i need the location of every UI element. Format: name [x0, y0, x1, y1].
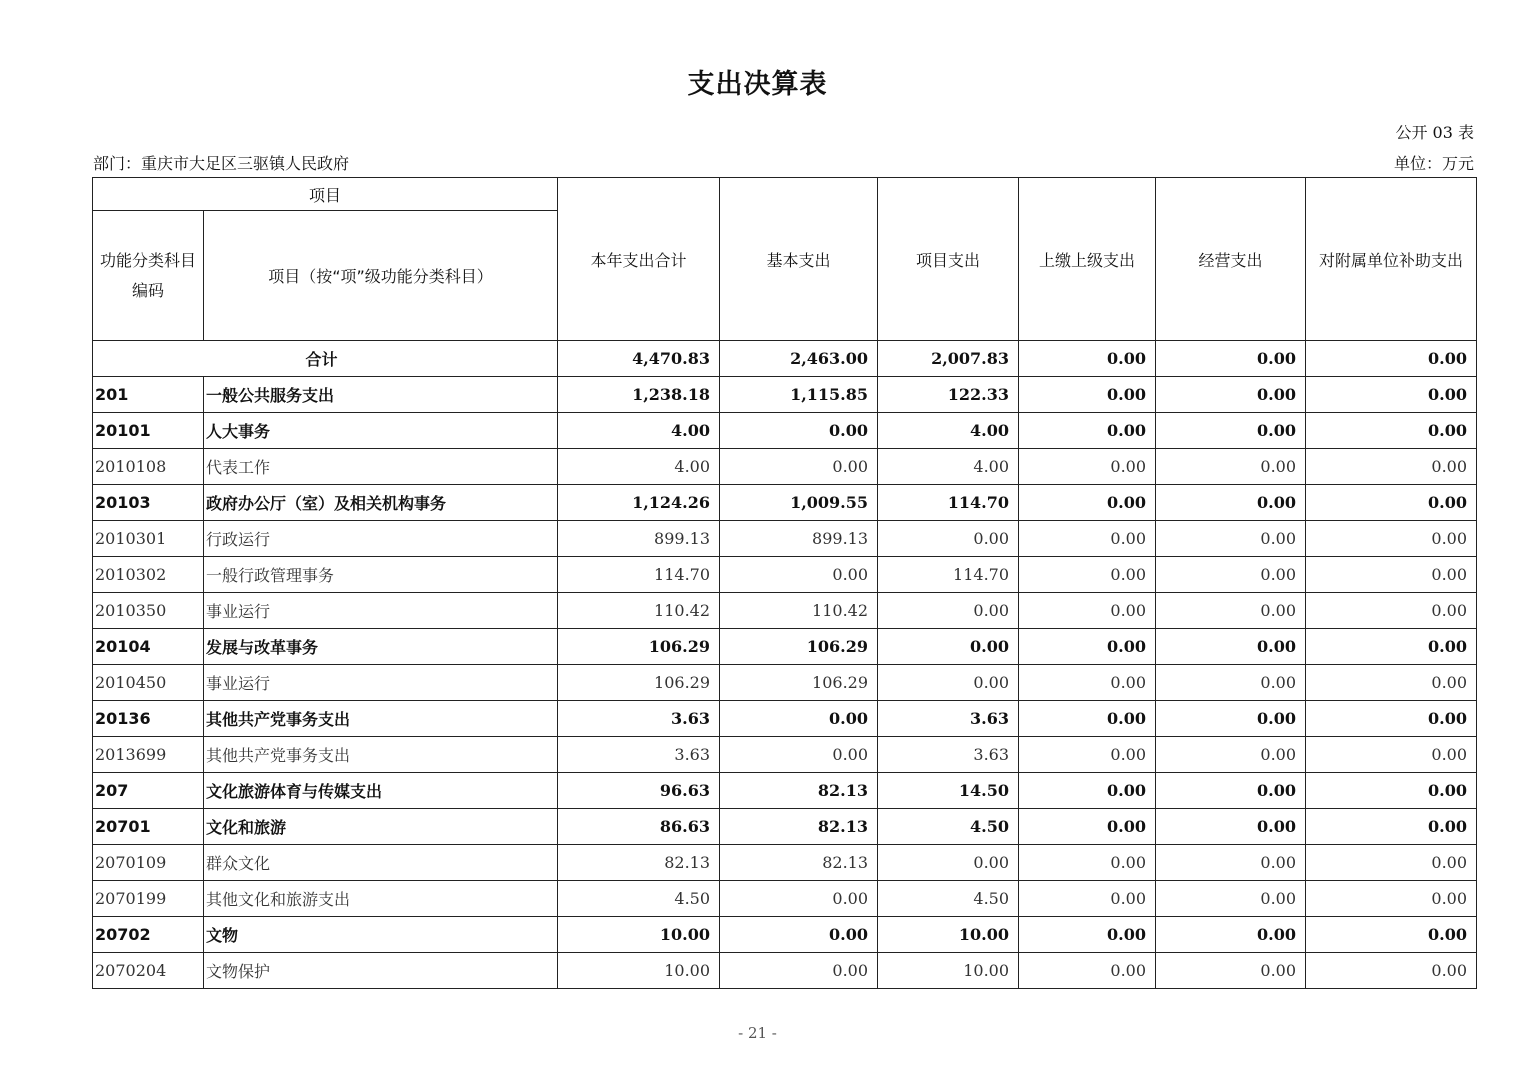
- business-cell: 0.00: [1156, 449, 1306, 485]
- project-cell: 0.00: [878, 629, 1019, 665]
- header-upper: 上缴上级支出: [1019, 178, 1156, 341]
- basic-cell: 0.00: [720, 701, 878, 737]
- business-cell: 0.00: [1156, 557, 1306, 593]
- project-cell: 4.00: [878, 413, 1019, 449]
- business-cell: 0.00: [1156, 521, 1306, 557]
- item-name-cell: 事业运行: [204, 665, 558, 701]
- basic-cell: 0.00: [720, 917, 878, 953]
- upper-cell: 0.00: [1019, 701, 1156, 737]
- table-row: [93, 953, 1477, 989]
- subsidy-cell: 0.00: [1306, 953, 1477, 989]
- upper-cell: 0.00: [1019, 341, 1156, 377]
- header-code: 功能分类科目编码: [93, 211, 204, 341]
- subsidy-cell: 0.00: [1306, 665, 1477, 701]
- table-row: [93, 737, 1477, 773]
- code-cell: 2070199: [93, 881, 204, 917]
- upper-cell: 0.00: [1019, 953, 1156, 989]
- upper-cell: 0.00: [1019, 521, 1156, 557]
- item-name-cell: 文化旅游体育与传媒支出: [204, 773, 558, 809]
- basic-cell: 0.00: [720, 449, 878, 485]
- item-name-cell: 发展与改革事务: [204, 629, 558, 665]
- total-cell: 106.29: [558, 629, 720, 665]
- code-cell: 2010350: [93, 593, 204, 629]
- item-name-cell: 其他共产党事务支出: [204, 701, 558, 737]
- project-cell: 2,007.83: [878, 341, 1019, 377]
- project-cell: 14.50: [878, 773, 1019, 809]
- business-cell: 0.00: [1156, 485, 1306, 521]
- total-cell: 3.63: [558, 737, 720, 773]
- header-basic: 基本支出: [720, 178, 878, 341]
- code-cell: 2010450: [93, 665, 204, 701]
- subsidy-cell: 0.00: [1306, 773, 1477, 809]
- project-cell: 10.00: [878, 917, 1019, 953]
- upper-cell: 0.00: [1019, 557, 1156, 593]
- item-name-cell: 代表工作: [204, 449, 558, 485]
- project-cell: 4.50: [878, 809, 1019, 845]
- code-cell: 207: [93, 773, 204, 809]
- department-label: 部门：重庆市大足区三驱镇人民政府: [93, 154, 350, 173]
- business-cell: 0.00: [1156, 773, 1306, 809]
- code-cell: 2010108: [93, 449, 204, 485]
- upper-cell: 0.00: [1019, 485, 1156, 521]
- expenditure-table: [92, 177, 1477, 989]
- table-header: [93, 178, 1477, 341]
- total-cell: 1,124.26: [558, 485, 720, 521]
- basic-cell: 1,009.55: [720, 485, 878, 521]
- business-cell: 0.00: [1156, 881, 1306, 917]
- total-cell: 4,470.83: [558, 341, 720, 377]
- basic-cell: 2,463.00: [720, 341, 878, 377]
- page-title: 支出决算表: [687, 69, 828, 100]
- basic-cell: 106.29: [720, 629, 878, 665]
- business-cell: 0.00: [1156, 701, 1306, 737]
- business-cell: 0.00: [1156, 413, 1306, 449]
- basic-cell: 0.00: [720, 881, 878, 917]
- table-row: [93, 665, 1477, 701]
- total-cell: 82.13: [558, 845, 720, 881]
- table-row: [93, 629, 1477, 665]
- table-row: [93, 881, 1477, 917]
- total-cell: 4.00: [558, 413, 720, 449]
- total-cell: 1,238.18: [558, 377, 720, 413]
- header-subsidy: 对附属单位补助支出: [1306, 178, 1477, 341]
- upper-cell: 0.00: [1019, 773, 1156, 809]
- upper-cell: 0.00: [1019, 737, 1156, 773]
- code-cell: 20701: [93, 809, 204, 845]
- unit-label: 单位：万元: [1393, 154, 1474, 173]
- table-row: [93, 449, 1477, 485]
- business-cell: 0.00: [1156, 917, 1306, 953]
- upper-cell: 0.00: [1019, 917, 1156, 953]
- business-cell: 0.00: [1156, 593, 1306, 629]
- item-name-cell: 人大事务: [204, 413, 558, 449]
- code-cell: 2013699: [93, 737, 204, 773]
- project-cell: 0.00: [878, 521, 1019, 557]
- basic-cell: 82.13: [720, 773, 878, 809]
- table-row: [93, 917, 1477, 953]
- subsidy-cell: 0.00: [1306, 629, 1477, 665]
- upper-cell: 0.00: [1019, 377, 1156, 413]
- code-cell: 20104: [93, 629, 204, 665]
- item-name-cell: 其他共产党事务支出: [204, 737, 558, 773]
- subsidy-cell: 0.00: [1306, 845, 1477, 881]
- total-cell: 10.00: [558, 917, 720, 953]
- business-cell: 0.00: [1156, 953, 1306, 989]
- subsidy-cell: 0.00: [1306, 413, 1477, 449]
- total-cell: 4.50: [558, 881, 720, 917]
- upper-cell: 0.00: [1019, 449, 1156, 485]
- table-row: [93, 701, 1477, 737]
- basic-cell: 0.00: [720, 413, 878, 449]
- subsidy-cell: 0.00: [1306, 737, 1477, 773]
- basic-cell: 110.42: [720, 593, 878, 629]
- item-name-cell: 其他文化和旅游支出: [204, 881, 558, 917]
- project-cell: 10.00: [878, 953, 1019, 989]
- upper-cell: 0.00: [1019, 845, 1156, 881]
- table-row: [93, 413, 1477, 449]
- subsidy-cell: 0.00: [1306, 809, 1477, 845]
- upper-cell: 0.00: [1019, 413, 1156, 449]
- basic-cell: 1,115.85: [720, 377, 878, 413]
- item-name-cell: 群众文化: [204, 845, 558, 881]
- subsidy-cell: 0.00: [1306, 593, 1477, 629]
- upper-cell: 0.00: [1019, 809, 1156, 845]
- table-row: [93, 809, 1477, 845]
- subsidy-cell: 0.00: [1306, 449, 1477, 485]
- code-cell: 2010302: [93, 557, 204, 593]
- total-cell: 96.63: [558, 773, 720, 809]
- item-name-cell: 政府办公厅（室）及相关机构事务: [204, 485, 558, 521]
- code-cell: 2010301: [93, 521, 204, 557]
- header-total: 本年支出合计: [558, 178, 720, 341]
- table-row: [93, 521, 1477, 557]
- subsidy-cell: 0.00: [1306, 341, 1477, 377]
- business-cell: 0.00: [1156, 809, 1306, 845]
- business-cell: 0.00: [1156, 845, 1306, 881]
- project-cell: 3.63: [878, 701, 1019, 737]
- table-row: [93, 377, 1477, 413]
- code-cell: 20136: [93, 701, 204, 737]
- project-cell: 3.63: [878, 737, 1019, 773]
- subsidy-cell: 0.00: [1306, 377, 1477, 413]
- total-cell: 3.63: [558, 701, 720, 737]
- item-name-cell: 一般公共服务支出: [204, 377, 558, 413]
- upper-cell: 0.00: [1019, 665, 1156, 701]
- total-row: [93, 341, 1477, 377]
- project-cell: 0.00: [878, 665, 1019, 701]
- page-number: - 21 -: [738, 1024, 777, 1042]
- business-cell: 0.00: [1156, 737, 1306, 773]
- project-cell: 4.50: [878, 881, 1019, 917]
- project-cell: 114.70: [878, 485, 1019, 521]
- table-row: [93, 593, 1477, 629]
- subsidy-cell: 0.00: [1306, 485, 1477, 521]
- project-cell: 122.33: [878, 377, 1019, 413]
- basic-cell: 82.13: [720, 845, 878, 881]
- header-business: 经营支出: [1156, 178, 1306, 341]
- business-cell: 0.00: [1156, 665, 1306, 701]
- table-row: [93, 773, 1477, 809]
- basic-cell: 0.00: [720, 557, 878, 593]
- total-cell: 110.42: [558, 593, 720, 629]
- table-row: [93, 485, 1477, 521]
- project-cell: 114.70: [878, 557, 1019, 593]
- upper-cell: 0.00: [1019, 593, 1156, 629]
- project-cell: 0.00: [878, 845, 1019, 881]
- item-name-cell: 文物保护: [204, 953, 558, 989]
- code-cell: 2070204: [93, 953, 204, 989]
- subsidy-cell: 0.00: [1306, 701, 1477, 737]
- basic-cell: 0.00: [720, 953, 878, 989]
- business-cell: 0.00: [1156, 377, 1306, 413]
- header-project-group: 项目: [93, 178, 558, 211]
- total-cell: 106.29: [558, 665, 720, 701]
- header-project: 项目支出: [878, 178, 1019, 341]
- table-row: [93, 845, 1477, 881]
- basic-cell: 0.00: [720, 737, 878, 773]
- business-cell: 0.00: [1156, 629, 1306, 665]
- subsidy-cell: 0.00: [1306, 557, 1477, 593]
- basic-cell: 82.13: [720, 809, 878, 845]
- total-label: 合计: [93, 341, 558, 377]
- code-cell: 2070109: [93, 845, 204, 881]
- upper-cell: 0.00: [1019, 881, 1156, 917]
- table-code: 公开 03 表: [1395, 123, 1474, 142]
- table-row: [93, 557, 1477, 593]
- header-item: 项目（按“项”级功能分类科目）: [204, 211, 558, 341]
- business-cell: 0.00: [1156, 341, 1306, 377]
- project-cell: 4.00: [878, 449, 1019, 485]
- item-name-cell: 事业运行: [204, 593, 558, 629]
- subsidy-cell: 0.00: [1306, 881, 1477, 917]
- item-name-cell: 一般行政管理事务: [204, 557, 558, 593]
- item-name-cell: 行政运行: [204, 521, 558, 557]
- subsidy-cell: 0.00: [1306, 917, 1477, 953]
- basic-cell: 899.13: [720, 521, 878, 557]
- project-cell: 0.00: [878, 593, 1019, 629]
- total-cell: 899.13: [558, 521, 720, 557]
- total-cell: 114.70: [558, 557, 720, 593]
- item-name-cell: 文化和旅游: [204, 809, 558, 845]
- table-body: [93, 341, 1477, 989]
- subsidy-cell: 0.00: [1306, 521, 1477, 557]
- basic-cell: 106.29: [720, 665, 878, 701]
- total-cell: 86.63: [558, 809, 720, 845]
- code-cell: 20702: [93, 917, 204, 953]
- total-cell: 10.00: [558, 953, 720, 989]
- item-name-cell: 文物: [204, 917, 558, 953]
- upper-cell: 0.00: [1019, 629, 1156, 665]
- code-cell: 20101: [93, 413, 204, 449]
- total-cell: 4.00: [558, 449, 720, 485]
- code-cell: 20103: [93, 485, 204, 521]
- code-cell: 201: [93, 377, 204, 413]
